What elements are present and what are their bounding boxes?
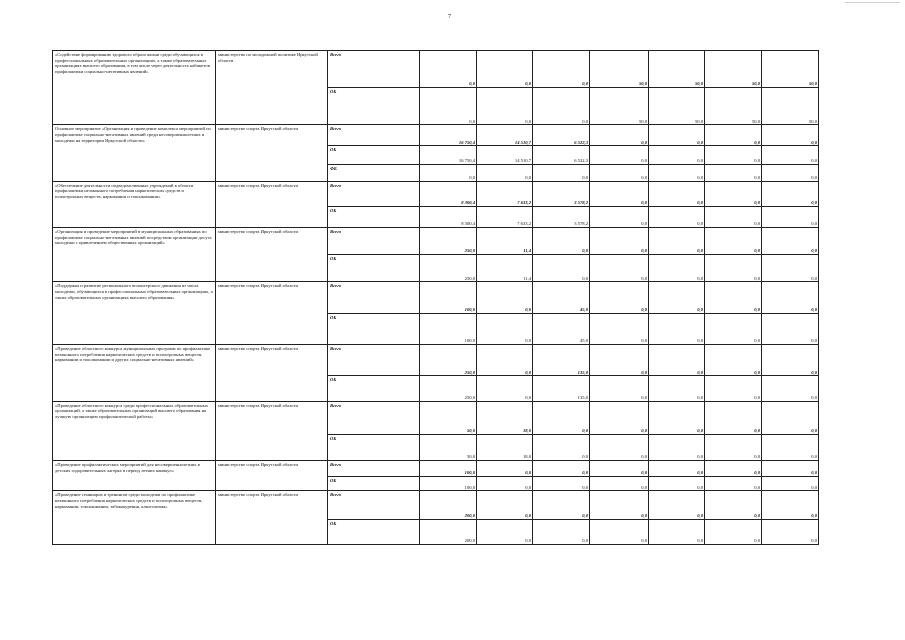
amount-cell: 0,0	[705, 206, 762, 227]
amount-cell: 0,0	[533, 519, 590, 544]
funding-source-cell: ОБ	[328, 313, 420, 344]
activity-name-cell: «Организация и проведение мероприятий в муниципальных образованиях по профилактике социально-негативных явлений посредством организации досуга молодежи с привлечением общественных организаций»	[53, 227, 216, 281]
amount-cell: 0,0	[590, 181, 649, 206]
activity-name-cell: Основное мероприятие «Организация и проведение комплекса мероприятий по профилактике социально-негативных явлений среди несовершеннолетних и молодежи на территории Иркутской области»	[53, 125, 216, 181]
table-row	[53, 491, 819, 519]
amount-cell: 100,0	[420, 282, 477, 313]
amount-cell: 0,0	[533, 51, 590, 88]
amount-cell: 50,0	[705, 51, 762, 88]
amount-cell: 45,0	[533, 282, 590, 313]
amount-cell: 11,4	[477, 255, 533, 282]
amount-cell: 0,0	[477, 345, 533, 376]
page-number: 7	[448, 14, 451, 20]
amount-cell: 0,0	[649, 491, 705, 519]
amount-cell: 3 578,2	[533, 181, 590, 206]
table-row	[53, 345, 819, 376]
activity-name-cell: «Проведение профилактических мероприятий для несовершеннолетних в детских оздоровительных лагерях в период летних каникул»	[53, 461, 216, 491]
table-row	[53, 282, 819, 313]
funding-source-cell: ОБ	[328, 519, 420, 544]
amount-cell: 0,0	[649, 519, 705, 544]
funding-source-cell: Всего	[328, 125, 420, 146]
amount-cell: 0,0	[590, 146, 649, 165]
amount-cell: 0,0	[762, 282, 819, 313]
table-row	[53, 181, 819, 206]
amount-cell: 0,0	[649, 345, 705, 376]
funding-source-cell: ОБ	[328, 376, 420, 401]
table-row	[53, 461, 819, 477]
amount-cell: 0,0	[477, 165, 533, 182]
funding-source-cell: Всего	[328, 461, 420, 477]
amount-cell: 0,0	[590, 519, 649, 544]
amount-cell: 0,0	[705, 313, 762, 344]
funding-source-cell: ОБ	[328, 255, 420, 282]
amount-cell: 0,0	[477, 476, 533, 491]
table-row	[53, 125, 819, 146]
amount-cell: 0,0	[533, 227, 590, 254]
amount-cell: 200,0	[420, 491, 477, 519]
activity-name-cell: «Проведение областного конкурса среди профессиональных образовательных организаций, а также образовательных организаций высшего образования на лучшую организацию профилактической работы»	[53, 401, 216, 461]
amount-cell: 0,0	[705, 476, 762, 491]
executor-cell: министерство спорта Иркутской области	[216, 461, 328, 491]
amount-cell: 0,0	[762, 255, 819, 282]
amount-cell: 0,0	[649, 282, 705, 313]
amount-cell: 8 300,4	[420, 206, 477, 227]
amount-cell: 50,0	[705, 87, 762, 125]
amount-cell: 0,0	[590, 165, 649, 182]
amount-cell: 0,0	[649, 461, 705, 477]
amount-cell: 0,0	[590, 476, 649, 491]
amount-cell: 11,4	[477, 227, 533, 254]
amount-cell: 0,0	[590, 206, 649, 227]
amount-cell: 0,0	[477, 376, 533, 401]
amount-cell: 0,0	[649, 434, 705, 460]
amount-cell: 0,0	[649, 125, 705, 146]
funding-source-cell: ОБ	[328, 206, 420, 227]
amount-cell: 0,0	[705, 401, 762, 434]
amount-cell: 0,0	[762, 476, 819, 491]
amount-cell: 0,0	[705, 165, 762, 182]
amount-cell: 0,0	[705, 146, 762, 165]
amount-cell: 14 510,7	[477, 146, 533, 165]
amount-cell: 0,0	[477, 461, 533, 477]
amount-cell: 0,0	[705, 125, 762, 146]
amount-cell: 0,0	[533, 434, 590, 460]
activity-name-cell: «Обеспечение деятельности подведомственных учреждений в области профилактики незаконного потребления наркотических средств и психотропных веществ, наркомании и токсикомании»	[53, 181, 216, 227]
activity-name-cell: «Содействие формированию здорового образа жизни среди обучающихся в профессиональных образовательных организациях, а также образовательных организациях высшего образования, в том числе через деятельность кабинетов профилактики социально-негативных явлений»	[53, 51, 216, 125]
amount-cell: 7 633,2	[477, 181, 533, 206]
funding-source-cell: Всего	[328, 491, 420, 519]
scan-artifact-line	[845, 2, 900, 3]
amount-cell: 0,0	[649, 165, 705, 182]
funding-source-cell: ОБ	[328, 87, 420, 125]
amount-cell: 0,0	[649, 313, 705, 344]
amount-cell: 0,0	[590, 255, 649, 282]
amount-cell: 0,0	[590, 461, 649, 477]
amount-cell: 0,0	[590, 227, 649, 254]
amount-cell: 0,0	[762, 461, 819, 477]
amount-cell: 0,0	[705, 434, 762, 460]
table-row	[53, 51, 819, 88]
amount-cell: 0,0	[762, 206, 819, 227]
amount-cell: 50,0	[590, 87, 649, 125]
executor-cell: министерство спорта Иркутской области	[216, 282, 328, 345]
amount-cell: 0,0	[762, 313, 819, 344]
amount-cell: 16 750,4	[420, 146, 477, 165]
executor-cell: министерство спорта Иркутской области	[216, 181, 328, 227]
amount-cell: 100,0	[420, 313, 477, 344]
amount-cell: 18,0	[477, 434, 533, 460]
funding-source-cell: Всего	[328, 51, 420, 88]
amount-cell: 0,0	[705, 491, 762, 519]
executor-cell: министерство спорта Иркутской области	[216, 227, 328, 281]
amount-cell: 0,0	[533, 461, 590, 477]
amount-cell: 0,0	[762, 491, 819, 519]
amount-cell: 7 633,2	[477, 206, 533, 227]
amount-cell: 50,0	[590, 51, 649, 88]
amount-cell: 0,0	[649, 476, 705, 491]
amount-cell: 0,0	[477, 51, 533, 88]
amount-cell: 0,0	[590, 345, 649, 376]
amount-cell: 0,0	[420, 87, 477, 125]
amount-cell: 45,0	[533, 313, 590, 344]
funding-source-cell: ОБ	[328, 146, 420, 165]
amount-cell: 0,0	[705, 345, 762, 376]
amount-cell: 0,0	[762, 519, 819, 544]
amount-cell: 0,0	[590, 491, 649, 519]
amount-cell: 0,0	[649, 227, 705, 254]
amount-cell: 0,0	[762, 227, 819, 254]
funding-source-cell: ОБ	[328, 476, 420, 491]
amount-cell: 100,0	[420, 476, 477, 491]
amount-cell: 50,0	[420, 434, 477, 460]
amount-cell: 0,0	[477, 282, 533, 313]
funding-source-cell: ФБ	[328, 165, 420, 182]
amount-cell: 6 522,3	[533, 125, 590, 146]
amount-cell: 0,0	[533, 255, 590, 282]
amount-cell: 135,0	[533, 376, 590, 401]
executor-cell: министерство спорта Иркутской области	[216, 401, 328, 461]
funding-source-cell: Всего	[328, 181, 420, 206]
amount-cell: 50,0	[420, 401, 477, 434]
amount-cell: 50,0	[762, 87, 819, 125]
budget-table	[52, 50, 819, 545]
amount-cell: 0,0	[649, 401, 705, 434]
amount-cell: 0,0	[762, 146, 819, 165]
executor-cell: министерство спорта Иркутской области	[216, 491, 328, 545]
amount-cell: 0,0	[705, 227, 762, 254]
amount-cell: 0,0	[762, 165, 819, 182]
amount-cell: 6 522,3	[533, 146, 590, 165]
amount-cell: 0,0	[420, 51, 477, 88]
amount-cell: 0,0	[590, 376, 649, 401]
amount-cell: 0,0	[477, 519, 533, 544]
amount-cell: 14 510,7	[477, 125, 533, 146]
amount-cell: 0,0	[705, 282, 762, 313]
amount-cell: 200,0	[420, 519, 477, 544]
amount-cell: 250,0	[420, 376, 477, 401]
amount-cell: 0,0	[533, 491, 590, 519]
amount-cell: 0,0	[705, 519, 762, 544]
funding-source-cell: Всего	[328, 345, 420, 376]
amount-cell: 0,0	[762, 125, 819, 146]
activity-name-cell: «Поддержка и развитие регионального волонтерского движения из числа молодежи, обучающихся в профессиональных образовательных организациях, а также образовательных организациях высшего образования»	[53, 282, 216, 345]
amount-cell: 0,0	[705, 461, 762, 477]
table-row	[53, 401, 819, 434]
activity-name-cell: «Проведение семинаров и тренингов среди молодежи по профилактике незаконного потребления наркотических средств и психотропных веществ, наркомании, токсикомании, табакокурения, алкоголизма»	[53, 491, 216, 545]
amount-cell: 0,0	[590, 282, 649, 313]
amount-cell: 0,0	[705, 376, 762, 401]
amount-cell: 0,0	[762, 401, 819, 434]
executor-cell: министерство по молодежной политике Иркутской области	[216, 51, 328, 125]
amount-cell: 250,0	[420, 255, 477, 282]
table-body	[53, 51, 819, 545]
amount-cell: 135,0	[533, 345, 590, 376]
amount-cell: 50,0	[762, 51, 819, 88]
amount-cell: 250,0	[420, 227, 477, 254]
amount-cell: 0,0	[420, 165, 477, 182]
amount-cell: 0,0	[590, 313, 649, 344]
amount-cell: 0,0	[533, 87, 590, 125]
amount-cell: 0,0	[762, 376, 819, 401]
amount-cell: 0,0	[533, 165, 590, 182]
amount-cell: 0,0	[705, 181, 762, 206]
amount-cell: 50,0	[649, 51, 705, 88]
amount-cell: 0,0	[590, 434, 649, 460]
amount-cell: 0,0	[762, 345, 819, 376]
amount-cell: 3 578,2	[533, 206, 590, 227]
amount-cell: 0,0	[649, 255, 705, 282]
amount-cell: 50,0	[649, 87, 705, 125]
amount-cell: 250,0	[420, 345, 477, 376]
amount-cell: 18,0	[477, 401, 533, 434]
amount-cell: 16 750,4	[420, 125, 477, 146]
amount-cell: 0,0	[477, 491, 533, 519]
executor-cell: министерство спорта Иркутской области	[216, 125, 328, 181]
amount-cell: 0,0	[533, 401, 590, 434]
amount-cell: 0,0	[762, 181, 819, 206]
amount-cell: 100,0	[420, 461, 477, 477]
funding-source-cell: Всего	[328, 227, 420, 254]
amount-cell: 0,0	[649, 146, 705, 165]
table-row	[53, 227, 819, 254]
amount-cell: 8 300,4	[420, 181, 477, 206]
amount-cell: 0,0	[762, 434, 819, 460]
amount-cell: 0,0	[590, 125, 649, 146]
executor-cell: министерство спорта Иркутской области	[216, 345, 328, 402]
funding-source-cell: Всего	[328, 401, 420, 434]
amount-cell: 0,0	[533, 476, 590, 491]
amount-cell: 0,0	[590, 401, 649, 434]
funding-source-cell: ОБ	[328, 434, 420, 460]
amount-cell: 0,0	[705, 255, 762, 282]
amount-cell: 0,0	[649, 376, 705, 401]
amount-cell: 0,0	[649, 181, 705, 206]
amount-cell: 0,0	[477, 87, 533, 125]
amount-cell: 0,0	[477, 313, 533, 344]
activity-name-cell: «Проведение областного конкурса муниципальных программ по профилактике незаконного потребления наркотических средств и психотропных веществ, наркомании и токсикомании и других социально-негативных явлений»	[53, 345, 216, 402]
funding-source-cell: Всего	[328, 282, 420, 313]
amount-cell: 0,0	[649, 206, 705, 227]
